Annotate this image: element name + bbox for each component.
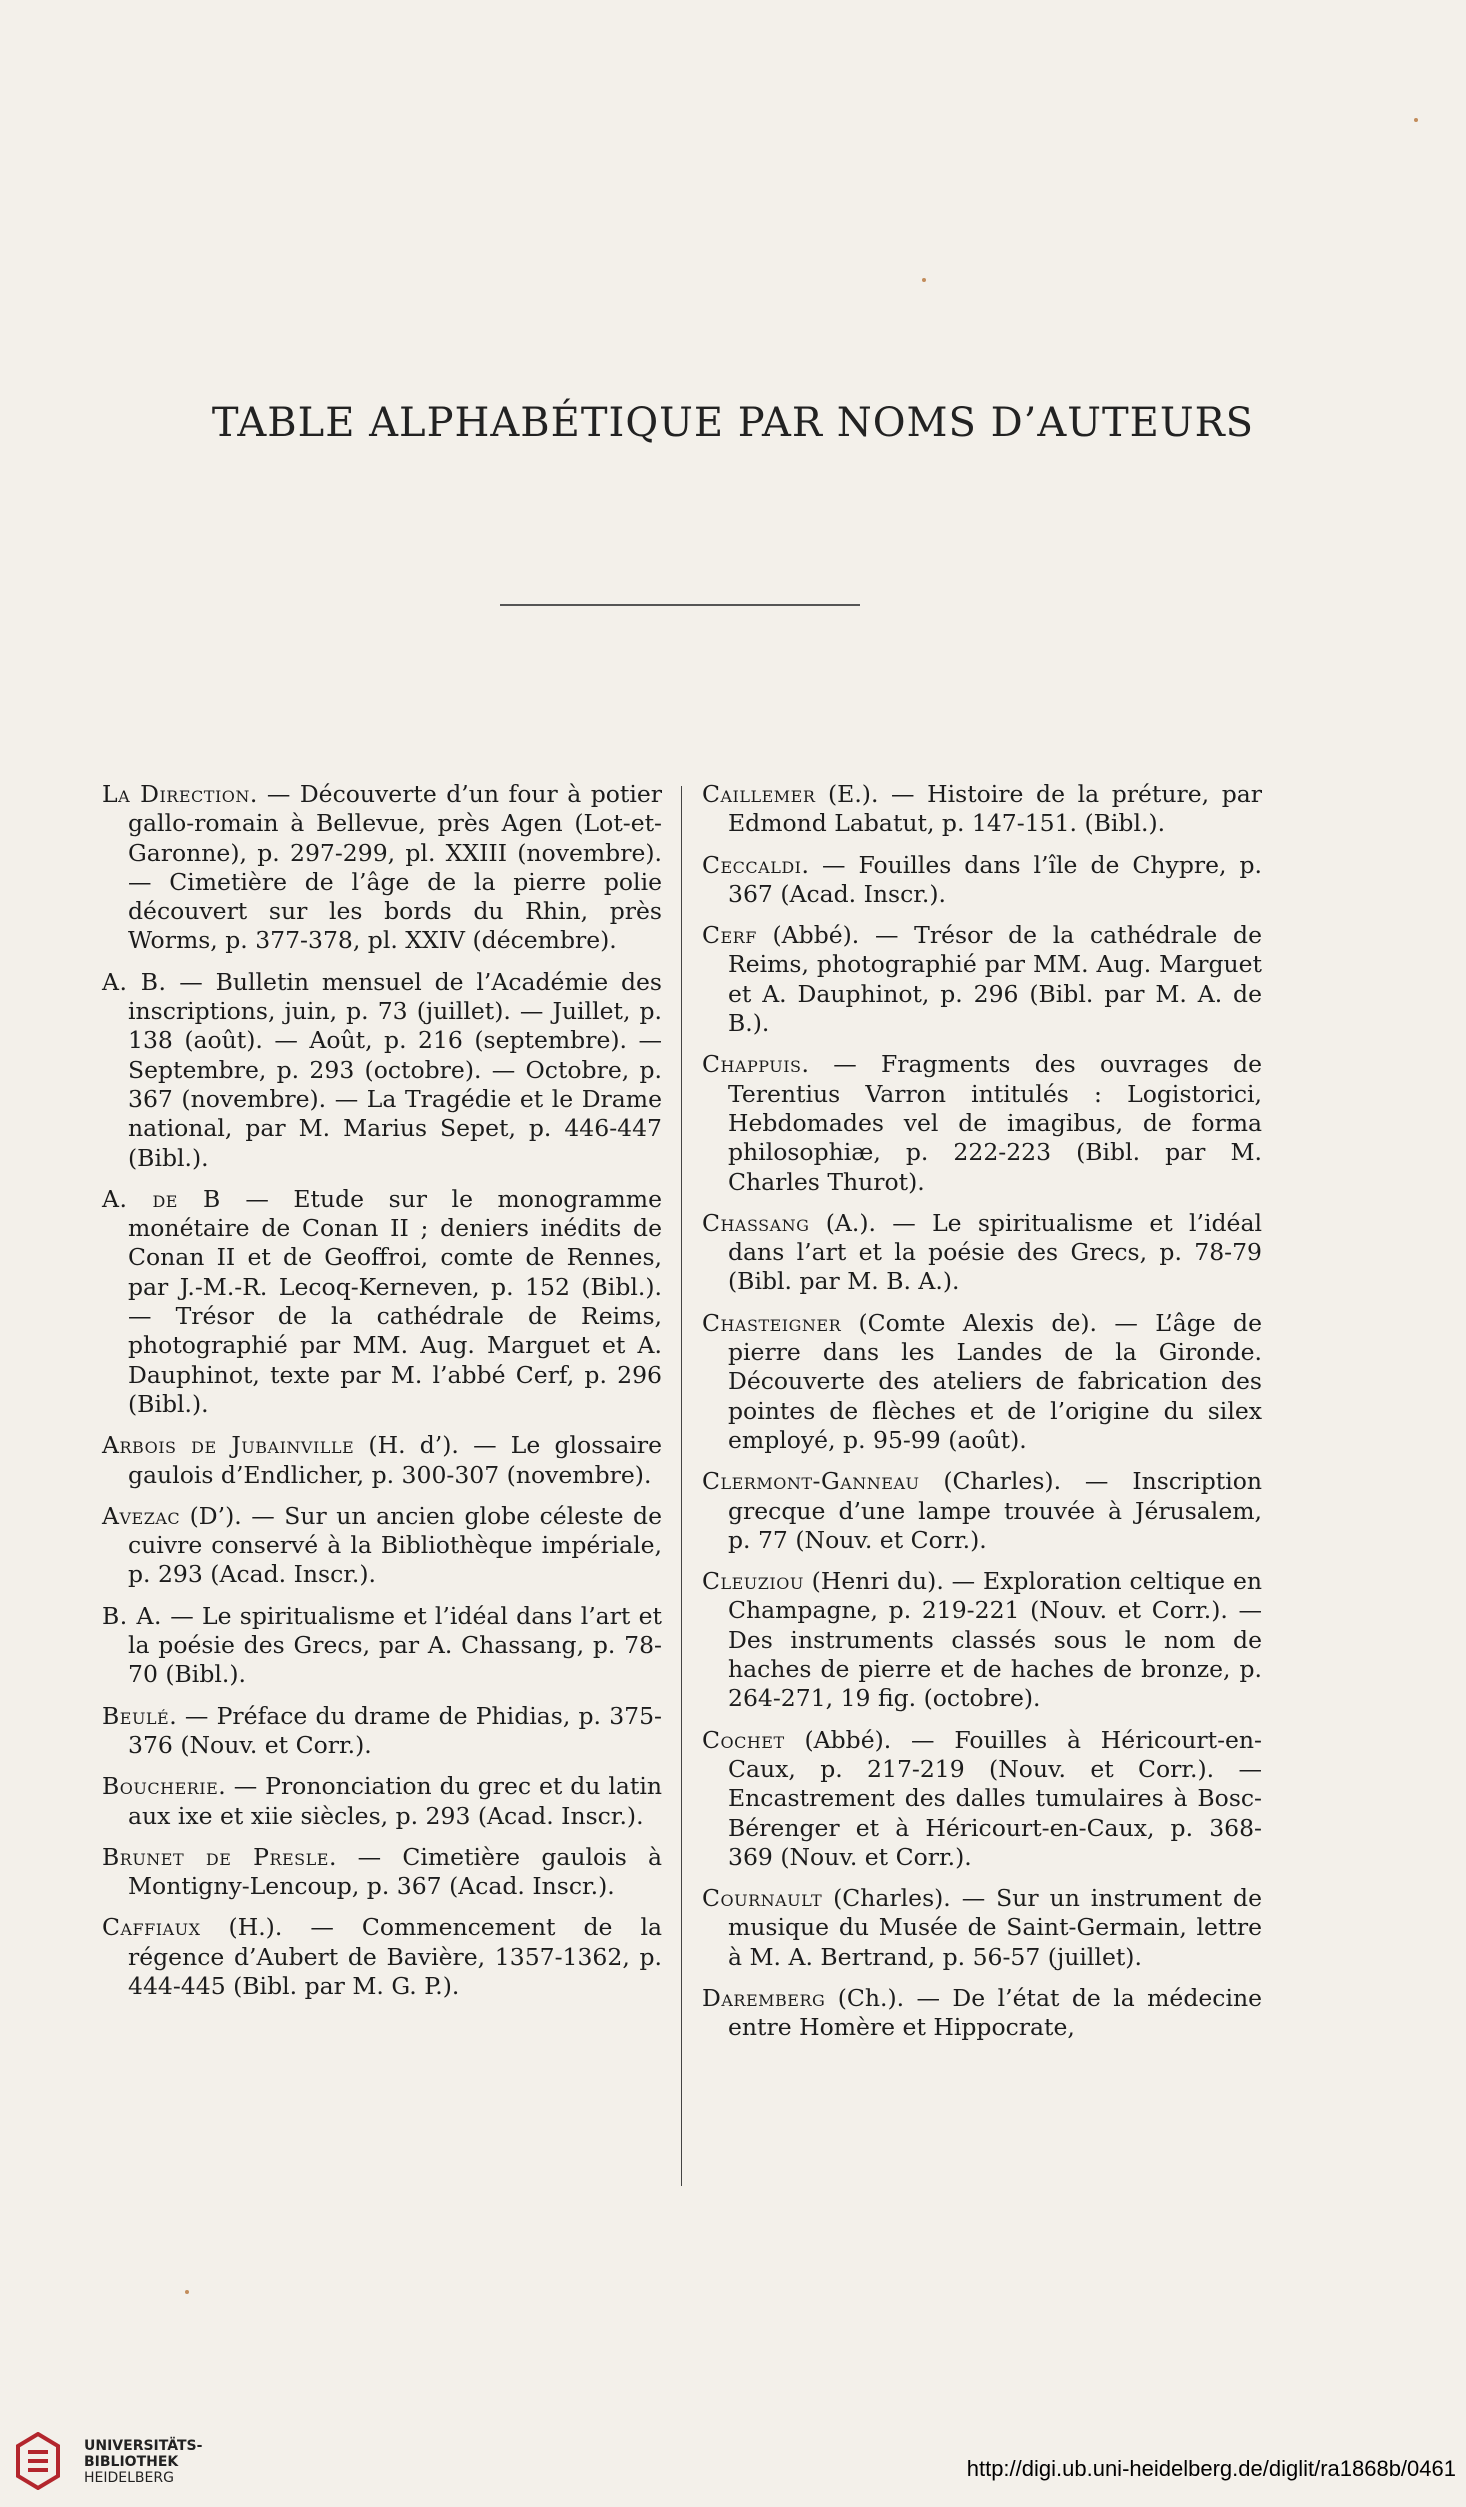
paper-speck — [922, 278, 926, 282]
author-name: Brunet de Presle — [102, 1842, 329, 1871]
entry-text: (Abbé). — Trésor de la cathédrale de Reims, photographié par MM. Aug. Marguet et A. Dauphinot, p. 296 (Bibl. par M. A. de B.). — [728, 921, 1262, 1038]
entry-text: . — Fouilles dans l’île de Chypre, p. 367 (Acad. Inscr.). — [728, 850, 1262, 908]
author-name: Caffiaux — [102, 1913, 201, 1942]
author-name: Cochet — [702, 1725, 785, 1754]
author-name: Cournault — [702, 1884, 823, 1913]
author-name: Caillemer — [702, 780, 816, 808]
author-name: Chasteigner — [702, 1308, 842, 1337]
index-entry — [102, 1502, 662, 1590]
index-entry — [702, 921, 1262, 1038]
author-name: Daremberg — [702, 1983, 826, 2012]
entry-text: . — Fragments des ouvrages de Terentius Varron intitulés : Logistorici, Hebdomades vel de imagibus, de forma philosophiæ, p. 222-223 (Bibl. par M. Charles Thurot). — [728, 1050, 1262, 1196]
right-column — [702, 780, 1262, 2055]
author-name: La Direction — [102, 780, 250, 808]
author-name: A. B. — [102, 967, 167, 996]
index-entry — [702, 1209, 1262, 1297]
index-entry — [702, 1726, 1262, 1872]
entry-text: . — Découverte d’un four à potier gallo-romain à Bellevue, près Agen (Lot-et-Garonne), p. 297-299, pl. XXIII (novembre). — Cimetière de l’âge de la pierre polie découvert sur les bords du Rhin, près Worms, p. 377-378, pl. XXIV (décembre). — [128, 780, 662, 955]
author-name: A. de B — [102, 1184, 221, 1213]
entry-text: (E.). — Histoire de la préture, par Edmond Labatut, p. 147-151. (Bibl.). — [728, 780, 1262, 838]
author-name: B. A. — [102, 1601, 162, 1630]
index-entry — [102, 1843, 662, 1902]
index-entry — [102, 1772, 662, 1831]
index-entry — [102, 1702, 662, 1761]
author-name: Chassang — [702, 1208, 810, 1237]
index-entry — [102, 780, 662, 956]
index-entry — [102, 1431, 662, 1490]
index-entry — [702, 1884, 1262, 1972]
library-line: BIBLIOTHEK — [84, 2454, 179, 2470]
author-name: Clermont-Ganneau — [702, 1467, 920, 1496]
source-url-link[interactable]: http://digi.ub.uni-heidelberg.de/diglit/ra1868b/0461 — [966, 2456, 1456, 2481]
library-logo-icon — [14, 2432, 62, 2490]
library-name — [84, 2438, 202, 2486]
index-entry — [102, 1913, 662, 2001]
author-name: Avezac — [102, 1501, 181, 1530]
entry-text: (Abbé). — Fouilles à Héricourt-en-Caux, p. 217-219 (Nouv. et Corr.). — Encastrement des dalles tumulaires à Bosc-Bérenger et à Héricourt-en-Caux, p. 368-369 (Nouv. et Corr.). — [728, 1725, 1262, 1871]
entry-text: (H. d’). — Le glossaire gaulois d’Endlicher, p. 300-307 (novembre). — [128, 1431, 662, 1489]
index-entry — [102, 1185, 662, 1419]
entry-text: . — Prononciation du grec et du latin aux ixe et xiie siècles, p. 293 (Acad. Inscr.). — [128, 1772, 662, 1830]
author-name: Beulé — [102, 1701, 170, 1730]
index-entry — [702, 1309, 1262, 1455]
entry-text: (Charles). — Sur un instrument de musique du Musée de Saint-Germain, lettre à M. A. Bertrand, p. 56-57 (juillet). — [728, 1884, 1262, 1971]
library-line: HEIDELBERG — [84, 2470, 174, 2486]
index-entry — [702, 1567, 1262, 1713]
entry-text: (H.). — Commencement de la régence d’Aubert de Bavière, 1357-1362, p. 444-445 (Bibl. par M. G. P.). — [128, 1913, 662, 2000]
index-entry — [702, 1467, 1262, 1555]
entry-text: (Charles). — Inscription grecque d’une lampe trouvée à Jérusalem, p. 77 (Nouv. et Corr.). — [728, 1467, 1262, 1554]
author-name: Cerf — [702, 921, 757, 950]
entry-text: (A.). — Le spiritualisme et l’idéal dans l’art et la poésie des Grecs, p. 78-79 (Bibl. par M. B. A.). — [728, 1208, 1262, 1296]
entry-text: (Comte Alexis de). — L’âge de pierre dans les Landes de la Gironde. Découverte des ateliers de fabrication des pointes de flèches et de l’origine du silex employé, p. 95-99 (août). — [728, 1308, 1262, 1454]
title-rule — [500, 604, 860, 606]
author-name: Ceccaldi — [702, 850, 802, 879]
left-column — [102, 780, 662, 2013]
author-name: Arbois de Jubainville — [102, 1431, 355, 1460]
library-line: UNIVERSITÄTS- — [84, 2438, 203, 2454]
entry-text: (Ch.). — De l’état de la médecine entre Homère et Hippocrate, — [728, 1983, 1262, 2042]
paper-speck — [185, 2290, 189, 2294]
index-entry — [702, 851, 1262, 910]
entry-text: — Le spiritualisme et l’idéal dans l’art et la poésie des Grecs, par A. Chassang, p. 78-70 (Bibl.). — [128, 1601, 662, 1689]
entry-text: . — Cimetière gaulois à Montigny-Lencoup, p. 367 (Acad. Inscr.). — [128, 1842, 663, 1901]
index-entry — [702, 780, 1262, 839]
entry-text: — Etude sur le monogramme monétaire de Conan II ; deniers inédits de Conan II et de Geoffroi, comte de Rennes, par J.-M.-R. Lecoq-Kerneven, p. 152 (Bibl.). — Trésor de la cathédrale de Reims, photographié par MM. Aug. Marguet et A. Dauphinot, texte par M. l’abbé Cerf, p. 296 (Bibl.). — [128, 1184, 662, 1418]
index-entry — [702, 1984, 1262, 2043]
index-entry — [102, 1602, 662, 1690]
index-entry — [702, 1050, 1262, 1196]
column-divider — [681, 786, 682, 2186]
paper-speck — [1414, 118, 1418, 122]
entry-text: — Bulletin mensuel de l’Académie des inscriptions, juin, p. 73 (juillet). — Juillet, p. 138 (août). — Août, p. 216 (septembre). — Septembre, p. 293 (octobre). — Octobre, p. 367 (novembre). — La Tragédie et le Drame national, par M. Marius Sepet, p. 446-447 (Bibl.). — [128, 967, 662, 1172]
author-name: Chappuis — [702, 1050, 802, 1079]
author-name: Cleuziou — [702, 1567, 804, 1596]
author-name: Boucherie — [102, 1772, 219, 1801]
entry-text: (D’). — Sur un ancien globe céleste de cuivre conservé à la Bibliothèque impériale, p. 293 (Acad. Inscr.). — [128, 1501, 662, 1589]
index-entry — [102, 968, 662, 1173]
entry-text: . — Préface du drame de Phidias, p. 375-376 (Nouv. et Corr.). — [128, 1701, 662, 1759]
entry-text: (Henri du). — Exploration celtique en Champagne, p. 219-221 (Nouv. et Corr.). — Des instruments classés sous le nom de haches de pierre et de haches de bronze, p. 264-271, 19 fig. (octobre). — [728, 1567, 1262, 1713]
page-title: TABLE ALPHABÉTIQUE PAR NOMS D’AUTEURS — [211, 400, 1255, 446]
